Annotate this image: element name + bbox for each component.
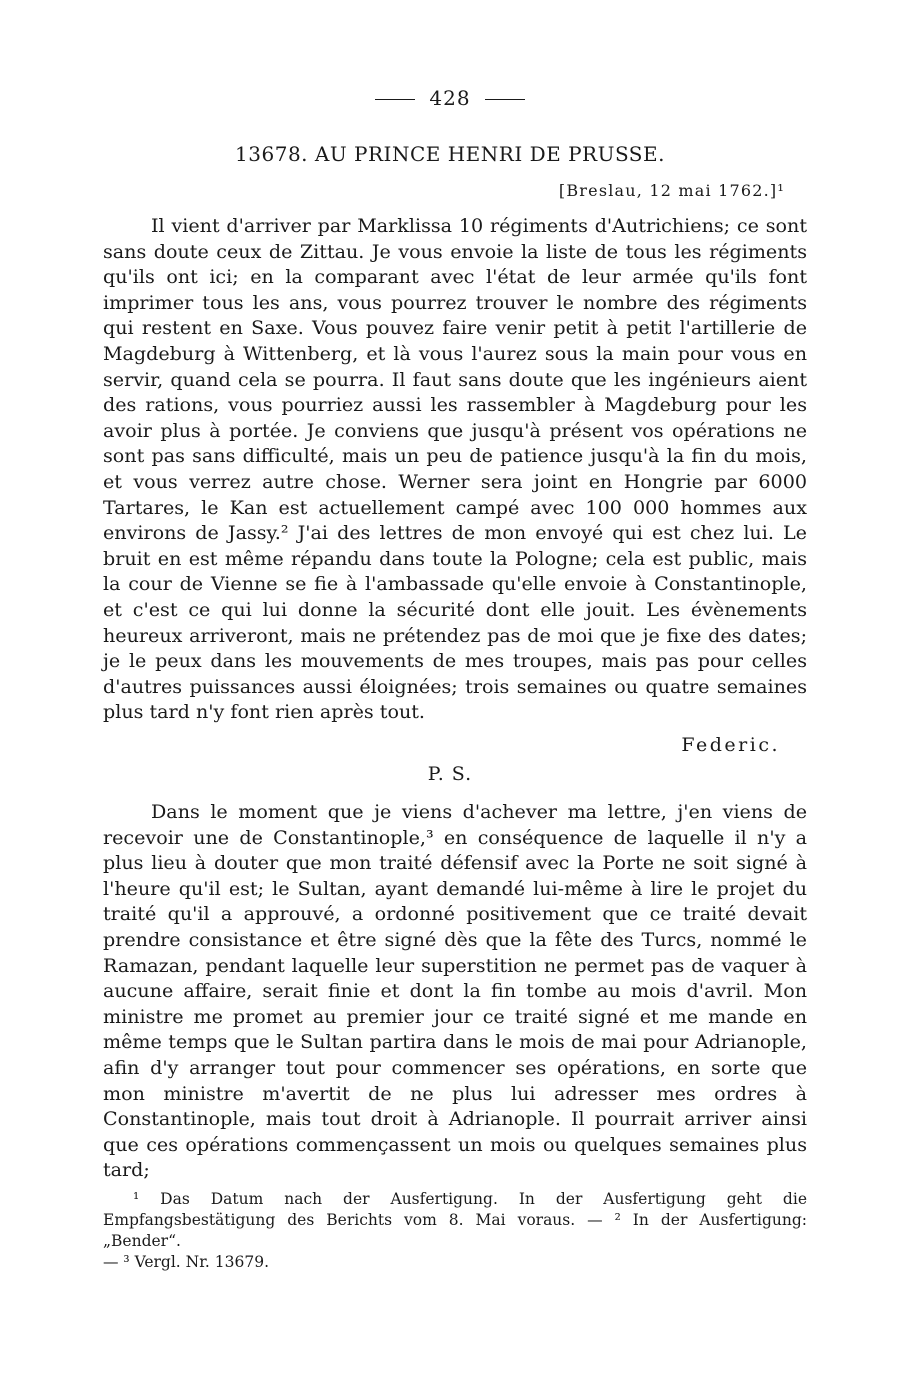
dateline: [Breslau, 12 mai 1762.]¹ (558, 181, 785, 200)
signature: Federic. (681, 734, 780, 756)
document-heading: 13678. AU PRINCE HENRI DE PRUSSE. (235, 142, 665, 166)
page-number-rule-left (375, 99, 415, 100)
footnote-3: — ³ Vergl. Nr. 13679. (103, 1253, 270, 1271)
footnote-1-2: ¹ Das Datum nach der Ausfertigung. In der Ausfertigung geht die Empfangsbestätigung des Berichts vom 8. Mai voraus. — ² In der Ausfertigung: „Bender“. (103, 1190, 807, 1250)
postscript-heading: P. S. (427, 763, 473, 785)
page-number (0, 86, 900, 110)
page-number-rule-right (485, 99, 525, 100)
letter-body: Il vient d'arriver par Marklissa 10 régiments d'Autrichiens; ce sont sans doute ceux de Zittau. Je vous envoie la liste de tous les régiments qu'ils ont ici; en la comparant avec l'état de leur armée qu'ils font imprimer tous les ans, vous pourrez trouver le nombre des régiments qui restent en Saxe. Vous pouvez faire venir petit à petit l'artillerie de Magdeburg à Wittenberg, et là vous l'aurez sous la main pour vous en servir, quand cela se pourra. Il faut sans doute que les ingénieurs aient des rations, vous pourriez aussi les rassembler à Magdeburg pour les avoir plus à portée. Je conviens que jusqu'à présent vos opérations ne sont pas sans difficulté, mais un peu de patience jusqu'à la fin du mois, et vous verrez autre chose. Werner sera joint en Hongrie par 6000 Tartares, le Kan est actuellement campé avec 100 000 hommes aux environs de Jassy.² J'ai des lettres de mon envoyé qui est chez lui. Le bruit en est même répandu dans toute la Pologne; cela est public, mais la cour de Vienne se fie à l'ambassade qu'elle envoie à Constantinople, et c'est ce qui lui donne la sécurité dont elle jouit. Les évènements heureux arriveront, mais ne prétendez pas de moi que je fixe des dates; je le peux dans les mouvements de mes troupes, mais pas pour celles d'autres puissances aussi éloignées; trois semaines ou quatre semaines plus tard n'y font rien après tout. (103, 214, 807, 724)
postscript-body: Dans le moment que je viens d'achever ma lettre, j'en viens de recevoir une de Constantinople,³ en conséquence de laquelle il n'y a plus lieu à douter que mon traité défensif avec la Porte ne soit signé à l'heure qu'il est; le Sultan, ayant demandé lui-même à lire le projet du traité qu'il a approuvé, a ordonné positivement que ce traité devait prendre consistance et être signé dès que la fête des Turcs, nommé le Ramazan, pendant laquelle leur superstition ne permet pas de vaquer à aucune affaire, serait finie et dont la fin tombe au mois d'avril. Mon ministre me promet au premier jour ce traité signé et me mande en même temps que le Sultan partira dans le mois de mai pour Adrianople, afin d'y arranger tout pour commencer ses opérations, en sorte que mon ministre m'avertit de ne plus lui adresser mes ordres à Constantinople, mais tout droit à Adrianople. Il pourrait arriver ainsi que ces opérations commençassent un mois ou quelques semaines plus tard; (103, 800, 807, 1182)
footnotes (103, 1189, 807, 1273)
page-number-text: 428 (429, 86, 471, 110)
